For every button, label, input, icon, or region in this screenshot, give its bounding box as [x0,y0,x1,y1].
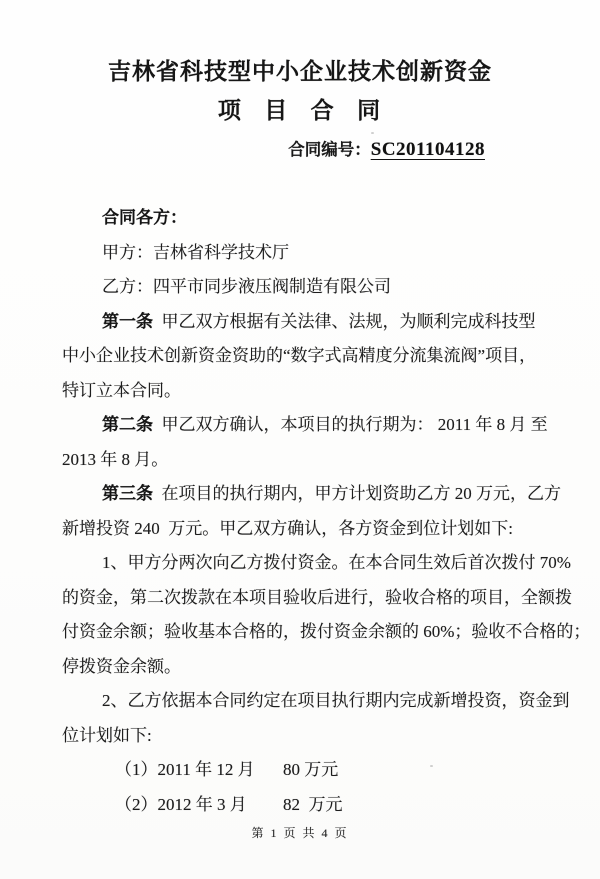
scan-speck [371,132,374,134]
document-title: 吉林省科技型中小企业技术创新资金 [108,58,492,84]
body-line [62,201,538,236]
body-line [62,719,538,754]
body-text: 位计划如下: [62,725,152,745]
body-line [62,546,571,581]
body-line [62,615,591,650]
document-subtitle: 项 目 合 同 [217,97,383,123]
body-line [62,684,570,719]
body-line [62,581,572,616]
schedule-row [62,788,538,823]
body-text: 中小企业技术创新资金资助的“数字式高精度分流集流阀”项目， [62,346,537,365]
body-text: 停拨资金余额。 [62,656,181,676]
clause-label: 第三条 [102,484,153,503]
body-text: 乙方：四平市同步液压阀制造有限公司 [102,277,391,296]
schedule-date: （1）2011 年 12 月 [115,760,255,779]
body-line [62,443,538,478]
body-line [62,339,538,374]
body-text: 新增投资 240 万元。甲乙双方确认，各方资金到位计划如下: [62,518,513,538]
contract-number-value: SC201104128 [370,139,485,160]
body-text: 甲乙双方根据有关法律、法规，为顺利完成科技型 [153,311,536,331]
contract-number-label: 合同编号： [288,141,371,159]
body-text: 付资金余额；验收基本合格的，拨付资金余额的 60%；验收不合格的； [62,622,591,641]
body-line [62,305,538,340]
clause-label: 合同各方： [102,208,187,227]
body-line [62,512,538,547]
body-text: 2013 年 8 月。 [62,449,169,469]
body-lines [62,201,591,753]
body-text: 甲乙双方确认，本项目的执行期为： 2011 年 8 月 至 [153,415,548,434]
schedule-amount: 80 万元 [283,760,339,779]
body-line [62,477,561,512]
body-text: 的资金，第二次拨款在本项目验收后进行，验收合格的项目，全额拨 [62,587,572,607]
body-line [62,270,538,305]
contract-body [0,201,600,822]
scan-speck [430,765,433,767]
clause-label: 第二条 [102,415,153,434]
page-footer: 第 1 页 共 4 页 [251,826,349,840]
schedule-row [62,753,538,788]
schedule-date: （2）2012 年 3 月 [115,794,247,814]
body-text: 甲方：吉林省科学技术厅 [102,242,289,262]
schedule-amount: 82 万元 [283,794,343,814]
body-line [62,408,548,443]
body-text: 特订立本合同。 [62,380,181,400]
body-line [62,374,538,409]
body-line [62,236,538,271]
body-line [62,650,538,685]
body-text: 1、甲方分两次向乙方拨付资金。在本合同生效后首次拨付 70% [102,553,571,572]
investment-schedule [62,753,538,822]
clause-label: 第一条 [102,311,153,331]
body-text: 在项目的执行期内，甲方计划资助乙方 20 万元，乙方 [153,484,561,503]
body-text: 2、乙方依据本合同约定在项目执行期内完成新增投资，资金到 [102,691,570,710]
contract-number-row [0,137,600,163]
